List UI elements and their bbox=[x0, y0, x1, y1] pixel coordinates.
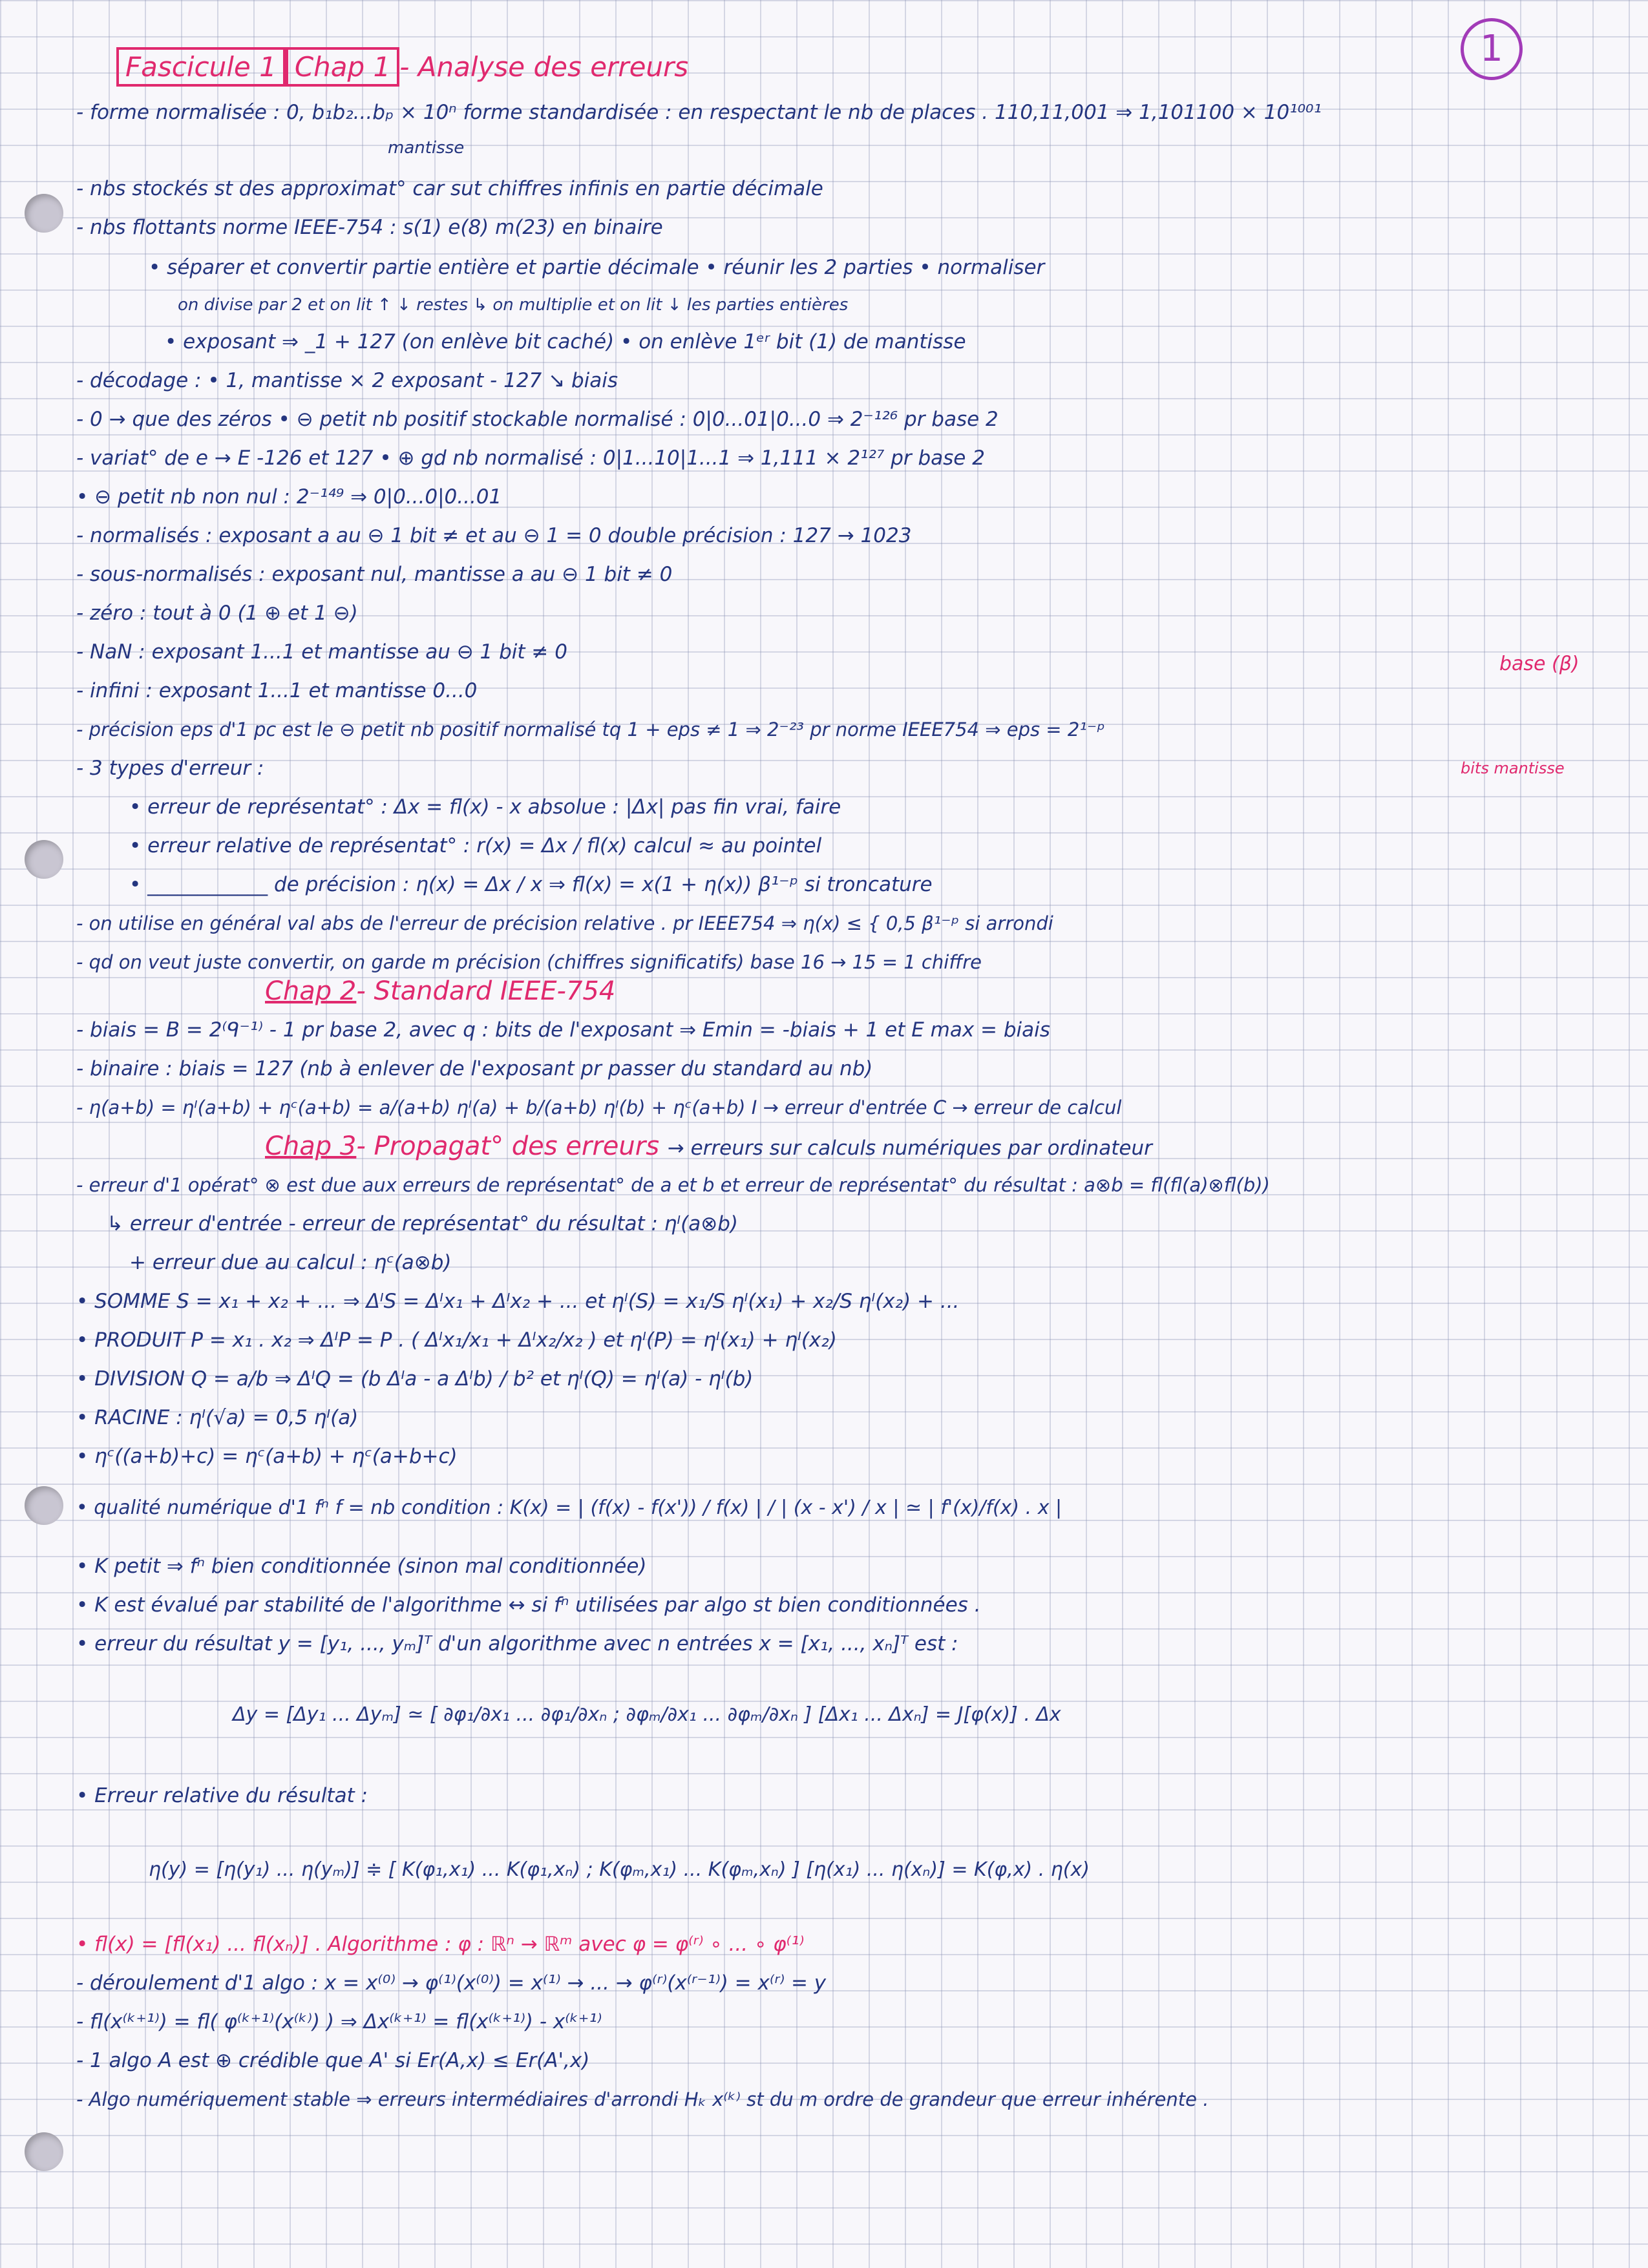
text-line: - nbs stockés st des approximat° car sut chiffres infinis en partie décimale bbox=[76, 177, 823, 200]
text-line: ↳ erreur d'entrée - erreur de représentat° du résultat : ηᴵ(a⊗b) bbox=[107, 1212, 738, 1235]
text-line: - qd on veut juste convertir, on garde m précision (chiffres significatifs) base 16 → 15 = 1 chiffre bbox=[76, 951, 982, 973]
text-line: • erreur relative de représentat° : r(x) = Δx / fl(x) calcul ≈ au pointel bbox=[129, 834, 822, 857]
chapter-3-note: → erreurs sur calculs numériques par ordinateur bbox=[667, 1137, 1152, 1160]
binder-hole bbox=[25, 2132, 63, 2171]
text-line: - normalisés : exposant a au ⊖ 1 bit ≠ et au ⊖ 1 = 0 double précision : 127 → 1023 bbox=[76, 524, 912, 547]
chapter-3-label: Chap 3 bbox=[265, 1131, 357, 1161]
text-line: - déroulement d'1 algo : x = x⁽⁰⁾ → φ⁽¹⁾(x⁽⁰⁾) = x⁽¹⁾ → ... → φ⁽ʳ⁾(x⁽ʳ⁻¹⁾) = x⁽ʳ⁾ = y bbox=[76, 1971, 827, 1995]
text-line: • erreur du résultat y = [y₁, ..., yₘ]ᵀ d'un algorithme avec n entrées x = [x₁, ..., xₙ]ᵀ est : bbox=[76, 1632, 958, 1655]
page-number: 1 bbox=[1461, 18, 1523, 80]
text-line: • Erreur relative du résultat : bbox=[76, 1784, 368, 1807]
matrix-line: Δy = [Δy₁ ... Δyₘ] ≃ [ ∂φ₁/∂x₁ ... ∂φ₁/∂xₙ ; ∂φₘ/∂x₁ ... ∂φₘ/∂xₙ ] [Δx₁ ... Δxₙ] = J[φ(x)] . Δx bbox=[233, 1703, 1061, 1726]
binder-hole bbox=[25, 1486, 63, 1525]
chapter-3-title: - Propagat° des erreurs bbox=[356, 1131, 660, 1161]
matrix-line: η(y) = [η(y₁) ... η(yₘ)] ≑ [ K(φ₁,x₁) ... K(φ₁,xₙ) ; K(φₘ,x₁) ... K(φₘ,xₙ) ] [η(x₁) ... η(xₙ)] = K(φ,x) . η(x) bbox=[149, 1858, 1090, 1881]
text-line: • PRODUIT P = x₁ . x₂ ⇒ ΔᴵP = P . ( Δᴵx₁/x₁ + Δᴵx₂/x₂ ) et ηᴵ(P) = ηᴵ(x₁) + ηᴵ(x₂) bbox=[76, 1328, 837, 1352]
binder-hole bbox=[25, 840, 63, 879]
text-line: - précision eps d'1 pc est le ⊖ petit nb positif normalisé tq 1 + eps ≠ 1 ⇒ 2⁻²³ pr norme IEEE754 ⇒ eps = 2¹⁻ᵖ bbox=[76, 719, 1105, 740]
text-line: • SOMME S = x₁ + x₂ + ... ⇒ ΔᴵS = Δᴵx₁ + Δᴵx₂ + ... et ηᴵ(S) = x₁/S ηᴵ(x₁) + x₂/S ηᴵ(x₂) + ... bbox=[76, 1290, 960, 1313]
text-line: • DIVISION Q = a/b ⇒ ΔᴵQ = (b Δᴵa - a Δᴵb) / b² et ηᴵ(Q) = ηᴵ(a) - ηᴵ(b) bbox=[76, 1367, 754, 1391]
text-line: • ⊖ petit nb non nul : 2⁻¹⁴⁹ ⇒ 0|0...0|0...01 bbox=[76, 485, 502, 509]
chapter-2-label: Chap 2 bbox=[265, 976, 357, 1006]
text-line: • qualité numérique d'1 fⁿ f = nb condition : K(x) = | (f(x) - f(x')) / f(x) | / | (x - x') / x | ≃ | f'(x)/f(x) . x | bbox=[76, 1496, 1062, 1519]
text-line: - NaN : exposant 1...1 et mantisse au ⊖ 1 bit ≠ 0 bbox=[76, 640, 567, 664]
text-line: • erreur de représentat° : Δx = fl(x) - x absolue : |Δx| pas fin vrai, faire bbox=[129, 795, 841, 819]
algorithm-definition: • fl(x) = [fl(x₁) ... fl(xₙ)] . Algorithme : φ : ℝⁿ → ℝᵐ avec φ = φ⁽ʳ⁾ ∘ ... ∘ φ⁽¹⁾ bbox=[76, 1933, 805, 1956]
chapter-1-title: - Analyse des erreurs bbox=[399, 51, 689, 83]
text-line: • ηᶜ((a+b)+c) = ηᶜ(a+b) + ηᶜ(a+b+c) bbox=[76, 1445, 458, 1468]
text-line: - Algo numériquement stable ⇒ erreurs intermédiaires d'arrondi Hₖ x⁽ᵏ⁾ st du m ordre de grandeur que erreur inhérente . bbox=[76, 2088, 1209, 2110]
text-line: - biais = B = 2⁽ᑫ⁻¹⁾ - 1 pr base 2, avec q : bits de l'exposant ⇒ Emin = -biais + 1 et E max = biais bbox=[76, 1018, 1050, 1042]
side-note-bits-mantisse: bits mantisse bbox=[1461, 759, 1565, 777]
text-line: - infini : exposant 1...1 et mantisse 0...0 bbox=[76, 679, 478, 702]
fascicule-label: Fascicule 1 bbox=[116, 47, 286, 87]
text-line: - 0 → que des zéros • ⊖ petit nb positif stockable normalisé : 0|0...01|0...0 ⇒ 2⁻¹²⁶ pr base 2 bbox=[76, 408, 998, 431]
chapter-1-label: Chap 1 bbox=[286, 47, 399, 87]
chapter-2-heading bbox=[265, 976, 615, 1007]
text-line: • séparer et convertir partie entière et partie décimale • réunir les 2 parties • normaliser bbox=[149, 256, 1045, 279]
text-line: - erreur d'1 opérat° ⊗ est due aux erreurs de représentat° de a et b et erreur de représentat° du résultat : a⊗b = fl(fl(a)⊗fl(b)) bbox=[76, 1174, 1270, 1196]
text-line: mantisse bbox=[388, 138, 465, 158]
text-line: on divise par 2 et on lit ↑ ↓ restes ↳ on multiplie et on lit ↓ les parties entières bbox=[178, 295, 849, 315]
text-line: - on utilise en général val abs de l'erreur de précision relative . pr IEEE754 ⇒ η(x) ≤ { 0,5 β¹⁻ᵖ si arrondi bbox=[76, 912, 1053, 934]
text-line: - variat° de e → E -126 et 127 • ⊕ gd nb normalisé : 0|1...10|1...1 ⇒ 1,111 × 2¹²⁷ pr base 2 bbox=[76, 446, 985, 470]
text-line: • K est évalué par stabilité de l'algorithme ↔ si fⁿ utilisées par algo st bien conditionnées . bbox=[76, 1593, 981, 1617]
binder-hole bbox=[25, 194, 63, 233]
text-line: - 1 algo A est ⊕ crédible que A' si Er(A,x) ≤ Er(A',x) bbox=[76, 2049, 590, 2072]
chapter-2-title: - Standard IEEE-754 bbox=[356, 976, 616, 1006]
text-line: - nbs flottants norme IEEE-754 : s(1) e(8) m(23) en binaire bbox=[76, 216, 663, 239]
text-line: • RACINE : ηᴵ(√a) = 0,5 ηᴵ(a) bbox=[76, 1406, 359, 1429]
text-line: - décodage : • 1, mantisse × 2 exposant - 127 ↘ biais bbox=[76, 369, 618, 392]
text-line: • K petit ⇒ fⁿ bien conditionnée (sinon mal conditionnée) bbox=[76, 1555, 647, 1578]
text-line: - zéro : tout à 0 (1 ⊕ et 1 ⊖) bbox=[76, 602, 358, 625]
text-line: - η(a+b) = ηᴵ(a+b) + ηᶜ(a+b) = a/(a+b) ηᴵ(a) + b/(a+b) ηᴵ(b) + ηᶜ(a+b) I → erreur d'entrée C → erreur de calcul bbox=[76, 1097, 1122, 1118]
header bbox=[116, 52, 688, 83]
side-note-base: base (β) bbox=[1499, 653, 1579, 675]
text-line: - 3 types d'erreur : bbox=[76, 757, 264, 780]
text-line: • ____________ de précision : η(x) = Δx / x ⇒ fl(x) = x(1 + η(x)) β¹⁻ᵖ si troncature bbox=[129, 873, 933, 896]
text-line: - fl(x⁽ᵏ⁺¹⁾) = fl( φ⁽ᵏ⁺¹⁾(x⁽ᵏ⁾) ) ⇒ Δx⁽ᵏ⁺¹⁾ = fl(x⁽ᵏ⁺¹⁾) - x⁽ᵏ⁺¹⁾ bbox=[76, 2010, 602, 2033]
text-line: + erreur due au calcul : ηᶜ(a⊗b) bbox=[129, 1251, 452, 1274]
text-line: • exposant ⇒ _1 + 127 (on enlève bit caché) • on enlève 1ᵉʳ bit (1) de mantisse bbox=[165, 330, 966, 353]
chapter-3-heading bbox=[265, 1131, 1152, 1164]
text-line: - sous-normalisés : exposant nul, mantisse a au ⊖ 1 bit ≠ 0 bbox=[76, 563, 673, 586]
text-line: - forme normalisée : 0, b₁b₂...bₚ × 10ⁿ forme standardisée : en respectant le nb de places . 110,11,001 ⇒ 1,101100 × 10¹⁰⁰¹ bbox=[76, 101, 1322, 124]
text-line: - binaire : biais = 127 (nb à enlever de l'exposant pr passer du standard au nb) bbox=[76, 1057, 873, 1080]
